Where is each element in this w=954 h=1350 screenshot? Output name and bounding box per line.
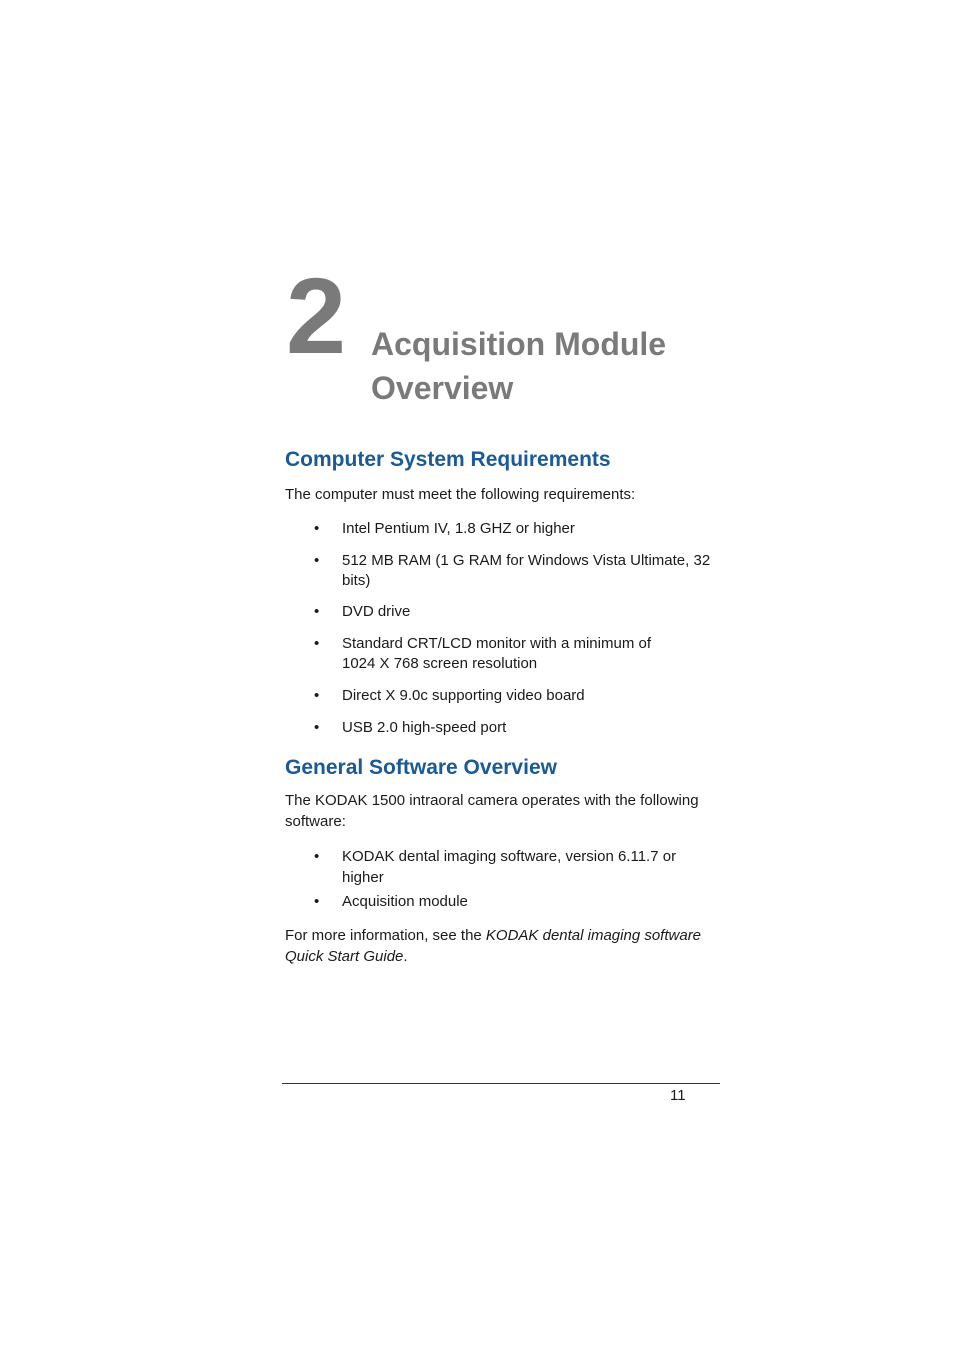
chapter-number: 2 — [286, 255, 347, 376]
software-list — [314, 846, 724, 888]
list-item-text: Direct X 9.0c supporting video board — [342, 687, 585, 704]
list-item — [314, 551, 724, 591]
requirements-list-4 — [314, 634, 724, 674]
list-item — [314, 602, 724, 622]
list-item — [314, 519, 752, 539]
chapter-title — [371, 322, 771, 410]
list-item-text: Standard CRT/LCD monitor with a minimum of 1024 X 768 screen resolution — [342, 635, 651, 672]
bullet-icon: • — [314, 893, 320, 910]
more-info-paragraph — [285, 925, 725, 967]
chapter-title-line1: Acquisition Module — [371, 326, 667, 362]
requirements-list-6 — [314, 718, 724, 738]
bullet-icon: • — [314, 719, 320, 736]
list-item — [314, 846, 694, 888]
bullet-icon: • — [314, 635, 320, 652]
bullet-icon: • — [314, 687, 320, 704]
bullet-icon: • — [314, 603, 320, 620]
requirements-intro: The computer must meet the following requirements: — [285, 486, 636, 503]
page-number: 11 — [670, 1087, 686, 1104]
chapter-title-line2: Overview — [371, 370, 514, 406]
quick-start-guide-reference: KODAK dental imaging software Quick Start Guide — [285, 927, 702, 965]
more-info-prefix: For more information, see the — [285, 927, 486, 944]
list-item — [314, 634, 672, 674]
bullet-icon: • — [314, 848, 320, 865]
list-item-text: KODAK dental imaging software, version 6.11.7 or higher — [342, 848, 677, 886]
requirements-list-3 — [314, 602, 724, 622]
list-item-text: 512 MB RAM (1 G RAM for Windows Vista Ultimate, 32 bits) — [342, 552, 711, 589]
requirements-list-2 — [314, 551, 724, 591]
list-item — [314, 718, 724, 738]
list-item-text: Intel Pentium IV, 1.8 GHZ or higher — [342, 520, 575, 537]
footer-rule — [282, 1083, 720, 1084]
list-item-text: USB 2.0 high-speed port — [342, 719, 507, 736]
bullet-icon: • — [314, 520, 320, 537]
section-heading-software-overview: General Software Overview — [285, 756, 557, 779]
list-item-text: Acquisition module — [342, 893, 468, 910]
software-intro: The KODAK 1500 intraoral camera operates with the following software: — [285, 792, 699, 830]
list-item — [314, 892, 724, 912]
bullet-icon: • — [314, 552, 320, 569]
more-info-suffix: . — [403, 948, 408, 965]
list-item — [314, 686, 724, 706]
list-item-text: DVD drive — [342, 603, 411, 620]
software-list-2 — [314, 892, 724, 912]
section-heading-system-requirements: Computer System Requirements — [285, 448, 611, 471]
requirements-list-5 — [314, 686, 724, 706]
